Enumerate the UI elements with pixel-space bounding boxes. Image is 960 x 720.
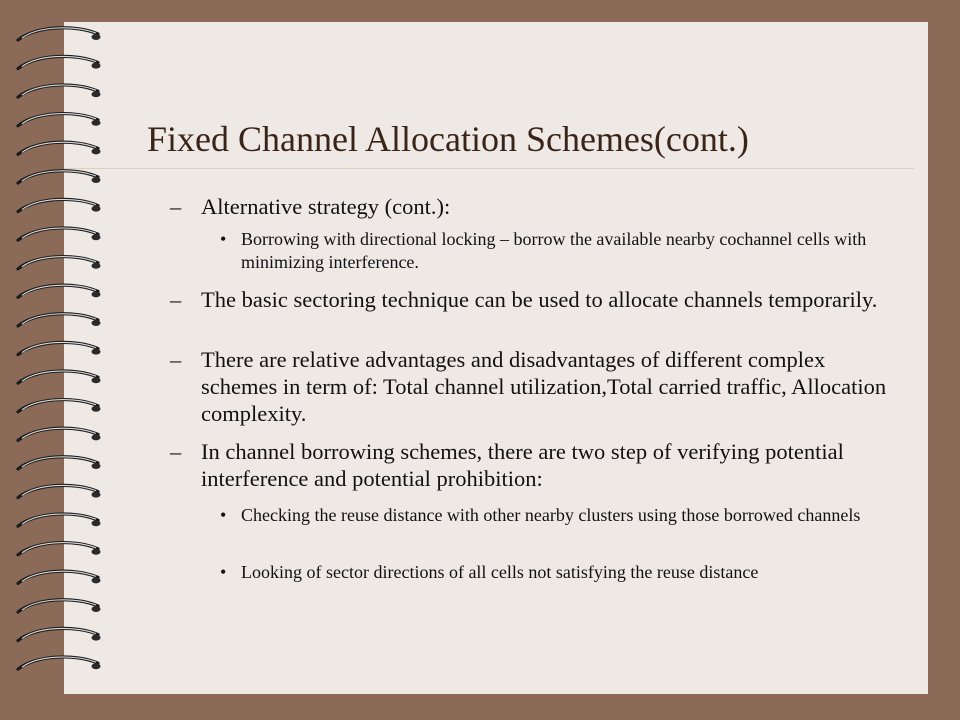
sub-bullet-sector-directions [220, 561, 881, 584]
binding-hole [92, 206, 101, 212]
dot-marker: • [220, 562, 227, 582]
binding-hole [92, 63, 101, 69]
binding-hole [92, 406, 101, 412]
binding-hole [92, 120, 101, 126]
bullet-text: The basic sectoring technique can be used to allocate channels temporarily. [201, 287, 878, 312]
sub-bullet-text: Looking of sector directions of all cells not satisfying the reuse distance [241, 562, 759, 582]
bullet-alternative-strategy [170, 193, 891, 220]
dash-marker: – [170, 347, 182, 372]
sub-bullet-text: Checking the reuse distance with other nearby clusters using those borrowed channels [241, 505, 861, 525]
bullet-sectoring-technique [170, 286, 891, 313]
binding-hole [92, 492, 101, 498]
binding-hole [92, 463, 101, 469]
binding-hole [92, 34, 101, 40]
binding-hole [92, 349, 101, 355]
binding-hole [92, 635, 101, 641]
binding-hole [92, 434, 101, 440]
binding-hole [92, 291, 101, 297]
binding-hole [92, 549, 101, 555]
sub-bullet-directional-locking [220, 228, 881, 274]
binding-hole [92, 606, 101, 612]
bullet-text: There are relative advantages and disadvantages of different complex schemes in term of: Total channel utilization,Total carried traffic, Allocation complexity. [201, 347, 887, 426]
sub-bullet-text: Borrowing with directional locking – borrow the available nearby cochannel cells with minimizing interference. [241, 229, 867, 272]
binding-hole [92, 663, 101, 669]
binding-hole [92, 234, 101, 240]
binding-hole [92, 520, 101, 526]
sub-bullet-reuse-distance [220, 504, 881, 527]
binding-hole [92, 177, 101, 183]
binding-hole [92, 320, 101, 326]
dash-marker: – [170, 287, 182, 312]
dot-marker: • [220, 505, 227, 525]
bullet-text: In channel borrowing schemes, there are two step of verifying potential interference and potential prohibition: [201, 439, 844, 491]
binding-hole [92, 263, 101, 269]
binding-hole [92, 577, 101, 583]
binding-hole [92, 377, 101, 383]
spiral-binding [0, 0, 110, 720]
binding-hole [92, 91, 101, 97]
dot-marker: • [220, 229, 227, 249]
dash-marker: – [170, 194, 182, 219]
bullet-relative-advantages [170, 346, 891, 427]
bullet-channel-borrowing [170, 438, 891, 492]
binding-hole [92, 148, 101, 154]
slide-title: Fixed Channel Allocation Schemes(cont.) [147, 119, 749, 159]
bullet-text: Alternative strategy (cont.): [201, 194, 451, 219]
title-divider [64, 168, 914, 169]
dash-marker: – [170, 439, 182, 464]
